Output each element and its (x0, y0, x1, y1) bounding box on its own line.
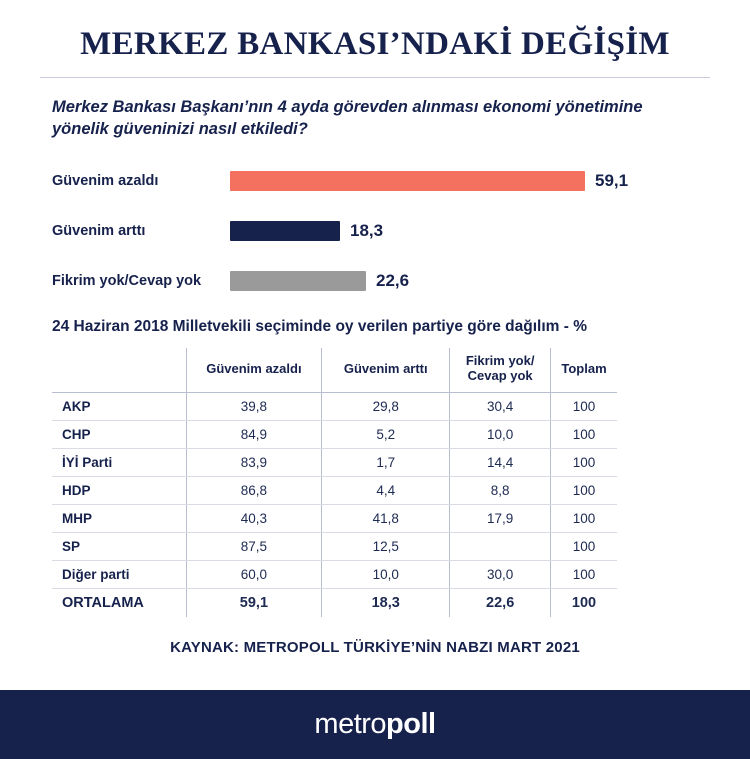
table-title: 24 Haziran 2018 Milletvekili seçiminde oy verilen partiye göre dağılım - % (52, 318, 587, 336)
cell-noopinion: 22,6 (450, 589, 551, 618)
cell-total: 100 (551, 589, 617, 618)
column-header-noopinion-line1: Fikrim yok/ (465, 353, 535, 369)
table-body (52, 393, 617, 618)
row-label: ORTALAMA (62, 595, 144, 612)
cell-decreased: 84,9 (186, 421, 322, 449)
column-header-increased: Güvenim arttı (322, 348, 450, 392)
cell-increased: 10,0 (322, 561, 450, 589)
table-row (52, 477, 617, 505)
bar-value: 22,6 (376, 271, 410, 291)
cell-decreased: 86,8 (186, 477, 322, 505)
bar-fill-noopinion (230, 271, 366, 291)
column-header-total: Toplam (551, 348, 617, 392)
cell-decreased: 60,0 (186, 561, 322, 589)
bar-track (230, 271, 710, 291)
cell-noopinion: 30,4 (450, 393, 551, 421)
cell-total: 100 (551, 505, 617, 533)
table-row (52, 561, 617, 589)
cell-noopinion: 17,9 (450, 505, 551, 533)
title-divider (40, 77, 710, 78)
cell-decreased: 39,8 (186, 393, 322, 421)
row-label: İYİ Parti (52, 449, 186, 477)
bar-track (230, 221, 710, 241)
table-row (52, 421, 617, 449)
bar-label: Güvenim arttı (52, 223, 146, 240)
cell-total: 100 (551, 477, 617, 505)
table-header-row (52, 348, 617, 392)
breakdown-table (52, 348, 617, 617)
cell-decreased: 87,5 (186, 533, 322, 561)
column-header-noopinion (450, 348, 551, 392)
page-title: MERKEZ BANKASI’NDAKİ DEĞİŞİM (80, 26, 670, 62)
cell-increased: 4,4 (322, 477, 450, 505)
cell-total: 100 (551, 421, 617, 449)
cell-total: 100 (551, 449, 617, 477)
cell-noopinion (450, 533, 551, 561)
bar-value: 59,1 (595, 171, 629, 191)
bar-fill-increased (230, 221, 340, 241)
cell-increased: 29,8 (322, 393, 450, 421)
cell-total: 100 (551, 393, 617, 421)
logo-text-light: metro (314, 708, 387, 740)
metropoll-logo (314, 708, 435, 741)
row-label: AKP (52, 393, 186, 421)
row-label: MHP (52, 505, 186, 533)
title-section (0, 0, 750, 63)
source-line: KAYNAK: METROPOLL TÜRKİYE’NİN NABZI MART 2021 (170, 639, 580, 657)
bar-value: 18,3 (350, 221, 384, 241)
row-label: CHP (52, 421, 186, 449)
cell-total: 100 (551, 561, 617, 589)
bar-row (52, 162, 710, 200)
footer-bar (0, 690, 750, 759)
table-row (52, 393, 617, 421)
table-row (52, 533, 617, 561)
cell-increased: 5,2 (322, 421, 450, 449)
cell-increased: 12,5 (322, 533, 450, 561)
logo-text-bold: poll (386, 708, 436, 740)
bar-track (230, 171, 710, 191)
bar-row (52, 212, 710, 250)
row-label: Diğer parti (52, 561, 186, 589)
bar-fill-decreased (230, 171, 585, 191)
cell-noopinion: 10,0 (450, 421, 551, 449)
table-row-average (52, 589, 617, 618)
cell-decreased: 83,9 (186, 449, 322, 477)
table-row (52, 449, 617, 477)
survey-question: Merkez Bankası Başkanı’nın 4 ayda görevden alınması ekonomi yönetimine yönelik güveninizi nasıl etkiledi? (52, 97, 643, 139)
column-header-noopinion-line2: Cevap yok (467, 368, 533, 384)
bar-label: Fikrim yok/Cevap yok (52, 273, 202, 290)
cell-noopinion: 30,0 (450, 561, 551, 589)
cell-increased: 18,3 (322, 589, 450, 618)
table-row (52, 505, 617, 533)
cell-noopinion: 14,4 (450, 449, 551, 477)
cell-decreased: 40,3 (186, 505, 322, 533)
cell-increased: 41,8 (322, 505, 450, 533)
cell-noopinion: 8,8 (450, 477, 551, 505)
bar-chart (0, 162, 750, 300)
table-corner-cell (52, 348, 186, 392)
column-header-decreased: Güvenim azaldı (186, 348, 322, 392)
cell-increased: 1,7 (322, 449, 450, 477)
breakdown-table-wrap (52, 348, 710, 617)
cell-decreased: 59,1 (186, 589, 322, 618)
row-label: SP (52, 533, 186, 561)
cell-total: 100 (551, 533, 617, 561)
bar-label: Güvenim azaldı (52, 173, 159, 190)
bar-row (52, 262, 710, 300)
row-label: HDP (52, 477, 186, 505)
